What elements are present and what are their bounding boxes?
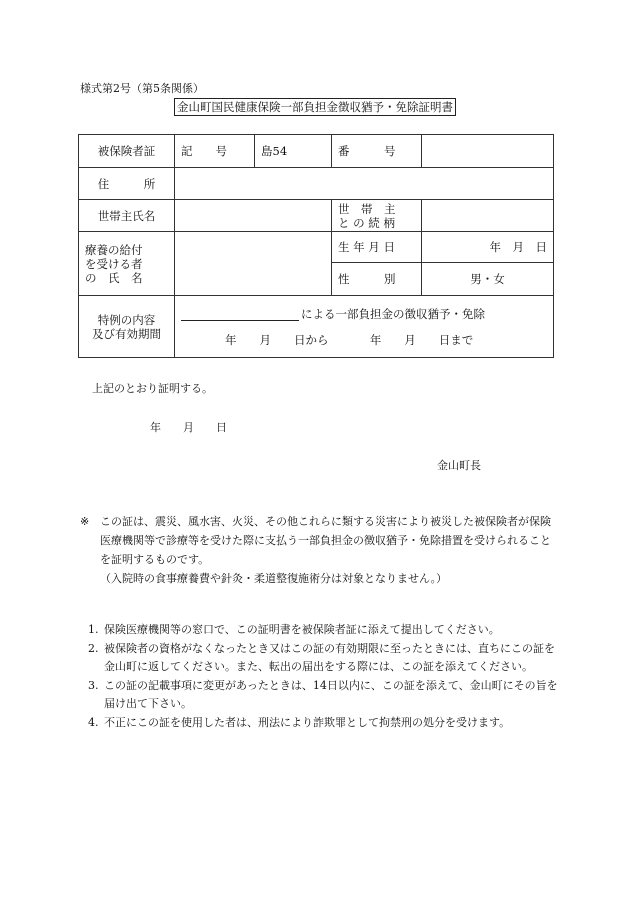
period-to[interactable]: 年 月 日まで [369,332,474,347]
number-label: 番 号 [332,135,422,168]
relation-value[interactable] [422,200,554,232]
item-number: 3. [88,678,99,692]
item-number: 2. [88,641,99,655]
relation-label-line1: 世 帯 主 [338,201,396,216]
note-text: この証は、震災、風水害、火災、その他これらに類する災害により被災した被保険者が保険医療機関等で診療等を受けた際に支払う一部負担金の徴収猶予・免除措置を受けられることを証明するものです。 [100,515,551,566]
householder-row [79,200,554,232]
special-text: による一部負担金の徴収猶予・免除 [301,306,485,321]
recipient-name-value[interactable] [175,232,332,296]
address-value[interactable] [175,168,554,200]
special-label-line2: 及び有効期間 [92,326,161,341]
insurance-card-label: 被保険者証 [79,135,175,168]
list-item [88,621,558,640]
note-paren: （入院時の食事療養費や針灸・柔道整復施術分は対象となりません。） [100,572,448,585]
address-row [79,168,554,200]
list-item [88,677,558,714]
number-value[interactable] [422,135,554,168]
special-content [175,296,554,358]
item-text: 被保険者の資格がなくなったとき又はこの証の有効期限に至ったときには、直ちにこの証を金山町に返してください。また、転出の届出をする際には、この証を添えてください。 [104,641,555,673]
instructions-list [88,621,558,732]
special-label-line1: 特例の内容 [97,312,156,327]
householder-label: 世帯主氏名 [79,200,175,232]
birthdate-label: 生 年 月 日 [332,232,422,263]
sex-value[interactable]: 男・女 [422,263,554,296]
list-item [88,714,558,733]
item-number: 1. [88,623,99,636]
householder-value[interactable] [175,200,332,232]
special-label [79,296,175,358]
special-reason-line [181,307,547,321]
relation-label-line2: と の 続 柄 [338,215,395,230]
birthdate-row [79,232,554,263]
certify-statement: 上記のとおり証明する。 [92,382,213,395]
note-block [80,512,560,588]
list-item [88,640,558,677]
sex-label: 性 別 [332,263,422,296]
mayor-signature: 金山町長 [437,459,481,472]
item-text: この証の記載事項に変更があったときは、14日以内に、この証を添えて、金山町にその旨を届け出て下さい。 [104,678,558,710]
certificate-date[interactable]: 年 月 日 [150,421,227,434]
note-mark: ※ [80,515,90,528]
item-text: 保険医療機関等の窓口で、この証明書を被保険者証に添えて提出してください。 [104,623,500,636]
recipient-label-line1: 療養の給付 [85,242,143,257]
reason-blank[interactable] [181,309,299,321]
symbol-label: 記 号 [175,135,255,168]
item-text: 不正にこの証を使用した者は、刑法により詐欺罪として拘禁刑の処分を受けます。 [104,715,511,729]
recipient-label [79,232,175,296]
birthdate-value[interactable]: 年 月 日 [422,232,554,263]
validity-period [181,333,547,347]
symbol-value[interactable]: 島54 [255,135,332,168]
address-label: 住 所 [79,168,175,200]
recipient-label-line3: の 氏 名 [85,270,143,285]
form-number-label: 様式第2号（第5条関係） [80,82,204,95]
insurance-card-row [79,135,554,168]
relation-label [332,200,422,232]
special-row [79,296,554,358]
period-from[interactable]: 年 月 日から [225,332,329,347]
recipient-label-line2: を受ける者 [85,256,143,271]
certificate-table [78,134,554,358]
document-title: 金山町国民健康保険一部負担金徴収猶予・免除証明書 [174,98,456,116]
item-number: 4. [88,715,99,729]
